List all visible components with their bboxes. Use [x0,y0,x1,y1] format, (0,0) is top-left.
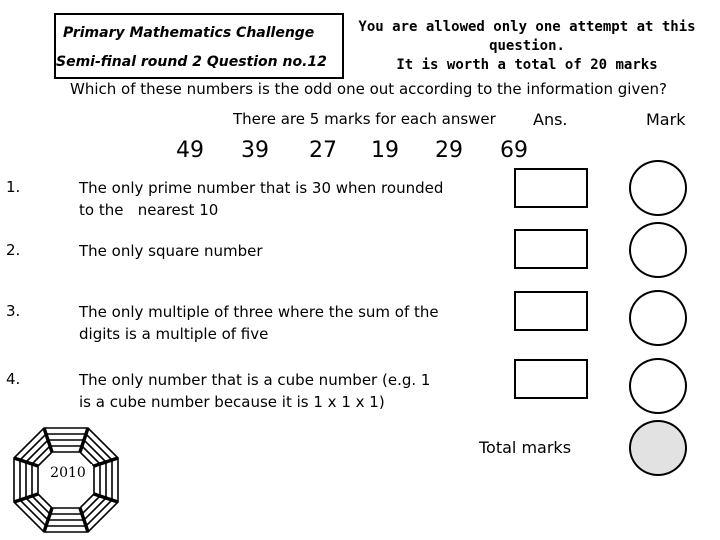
attempt-line-3: It is worth a total of 20 marks [396,57,658,73]
item-number-2: 2. [6,241,21,259]
number-option: 29 [435,138,463,163]
answer-box-3[interactable] [514,291,588,331]
answer-box-1[interactable] [514,168,588,208]
item-text-line: is a cube number because it is 1 x 1 x 1) [79,393,385,411]
item-text-line: digits is a multiple of five [79,325,269,343]
answer-box-4[interactable] [514,359,588,399]
mark-circle-4[interactable] [629,358,687,414]
answer-box-2[interactable] [514,229,588,269]
total-marks-circle[interactable] [629,420,687,476]
number-option: 27 [309,138,337,163]
answer-column-label: Ans. [533,110,568,129]
item-number-1: 1. [6,178,21,196]
item-text-line: The only prime number that is 30 when rounded [79,179,444,197]
attempt-line-2: question. [489,38,565,54]
question-text: Which of these numbers is the odd one out according to the information given? [70,80,668,98]
item-text-2 [79,240,509,262]
item-text-line: The only square number [79,242,263,260]
item-number-3: 3. [6,302,21,320]
marks-each-note: There are 5 marks for each answer [233,110,496,128]
item-text-3 [79,301,509,345]
number-option: 39 [241,138,269,163]
attempt-line-1: You are allowed only one attempt at this [358,19,696,35]
number-options [0,138,720,168]
attempt-notice [352,18,702,75]
item-number-4: 4. [6,370,21,388]
mark-circle-3[interactable] [629,290,687,346]
mark-circle-1[interactable] [629,160,687,216]
mark-circle-2[interactable] [629,222,687,278]
round-label: Semi-final round 2 Question no.12 [56,54,327,70]
item-text-line: The only multiple of three where the sum of the [79,303,439,321]
item-text-4 [79,369,509,413]
total-marks-label: Total marks [479,438,572,457]
item-text-1 [79,177,509,221]
logo-year: 2010 [44,464,92,482]
item-text-line: The only number that is a cube number (e.g. 1 [79,371,431,389]
number-option: 69 [500,138,528,163]
mark-column-label: Mark [646,110,686,129]
number-option: 49 [176,138,204,163]
item-text-line: to the nearest 10 [79,201,219,219]
competition-title: Primary Mathematics Challenge [63,25,315,41]
number-option: 19 [371,138,399,163]
